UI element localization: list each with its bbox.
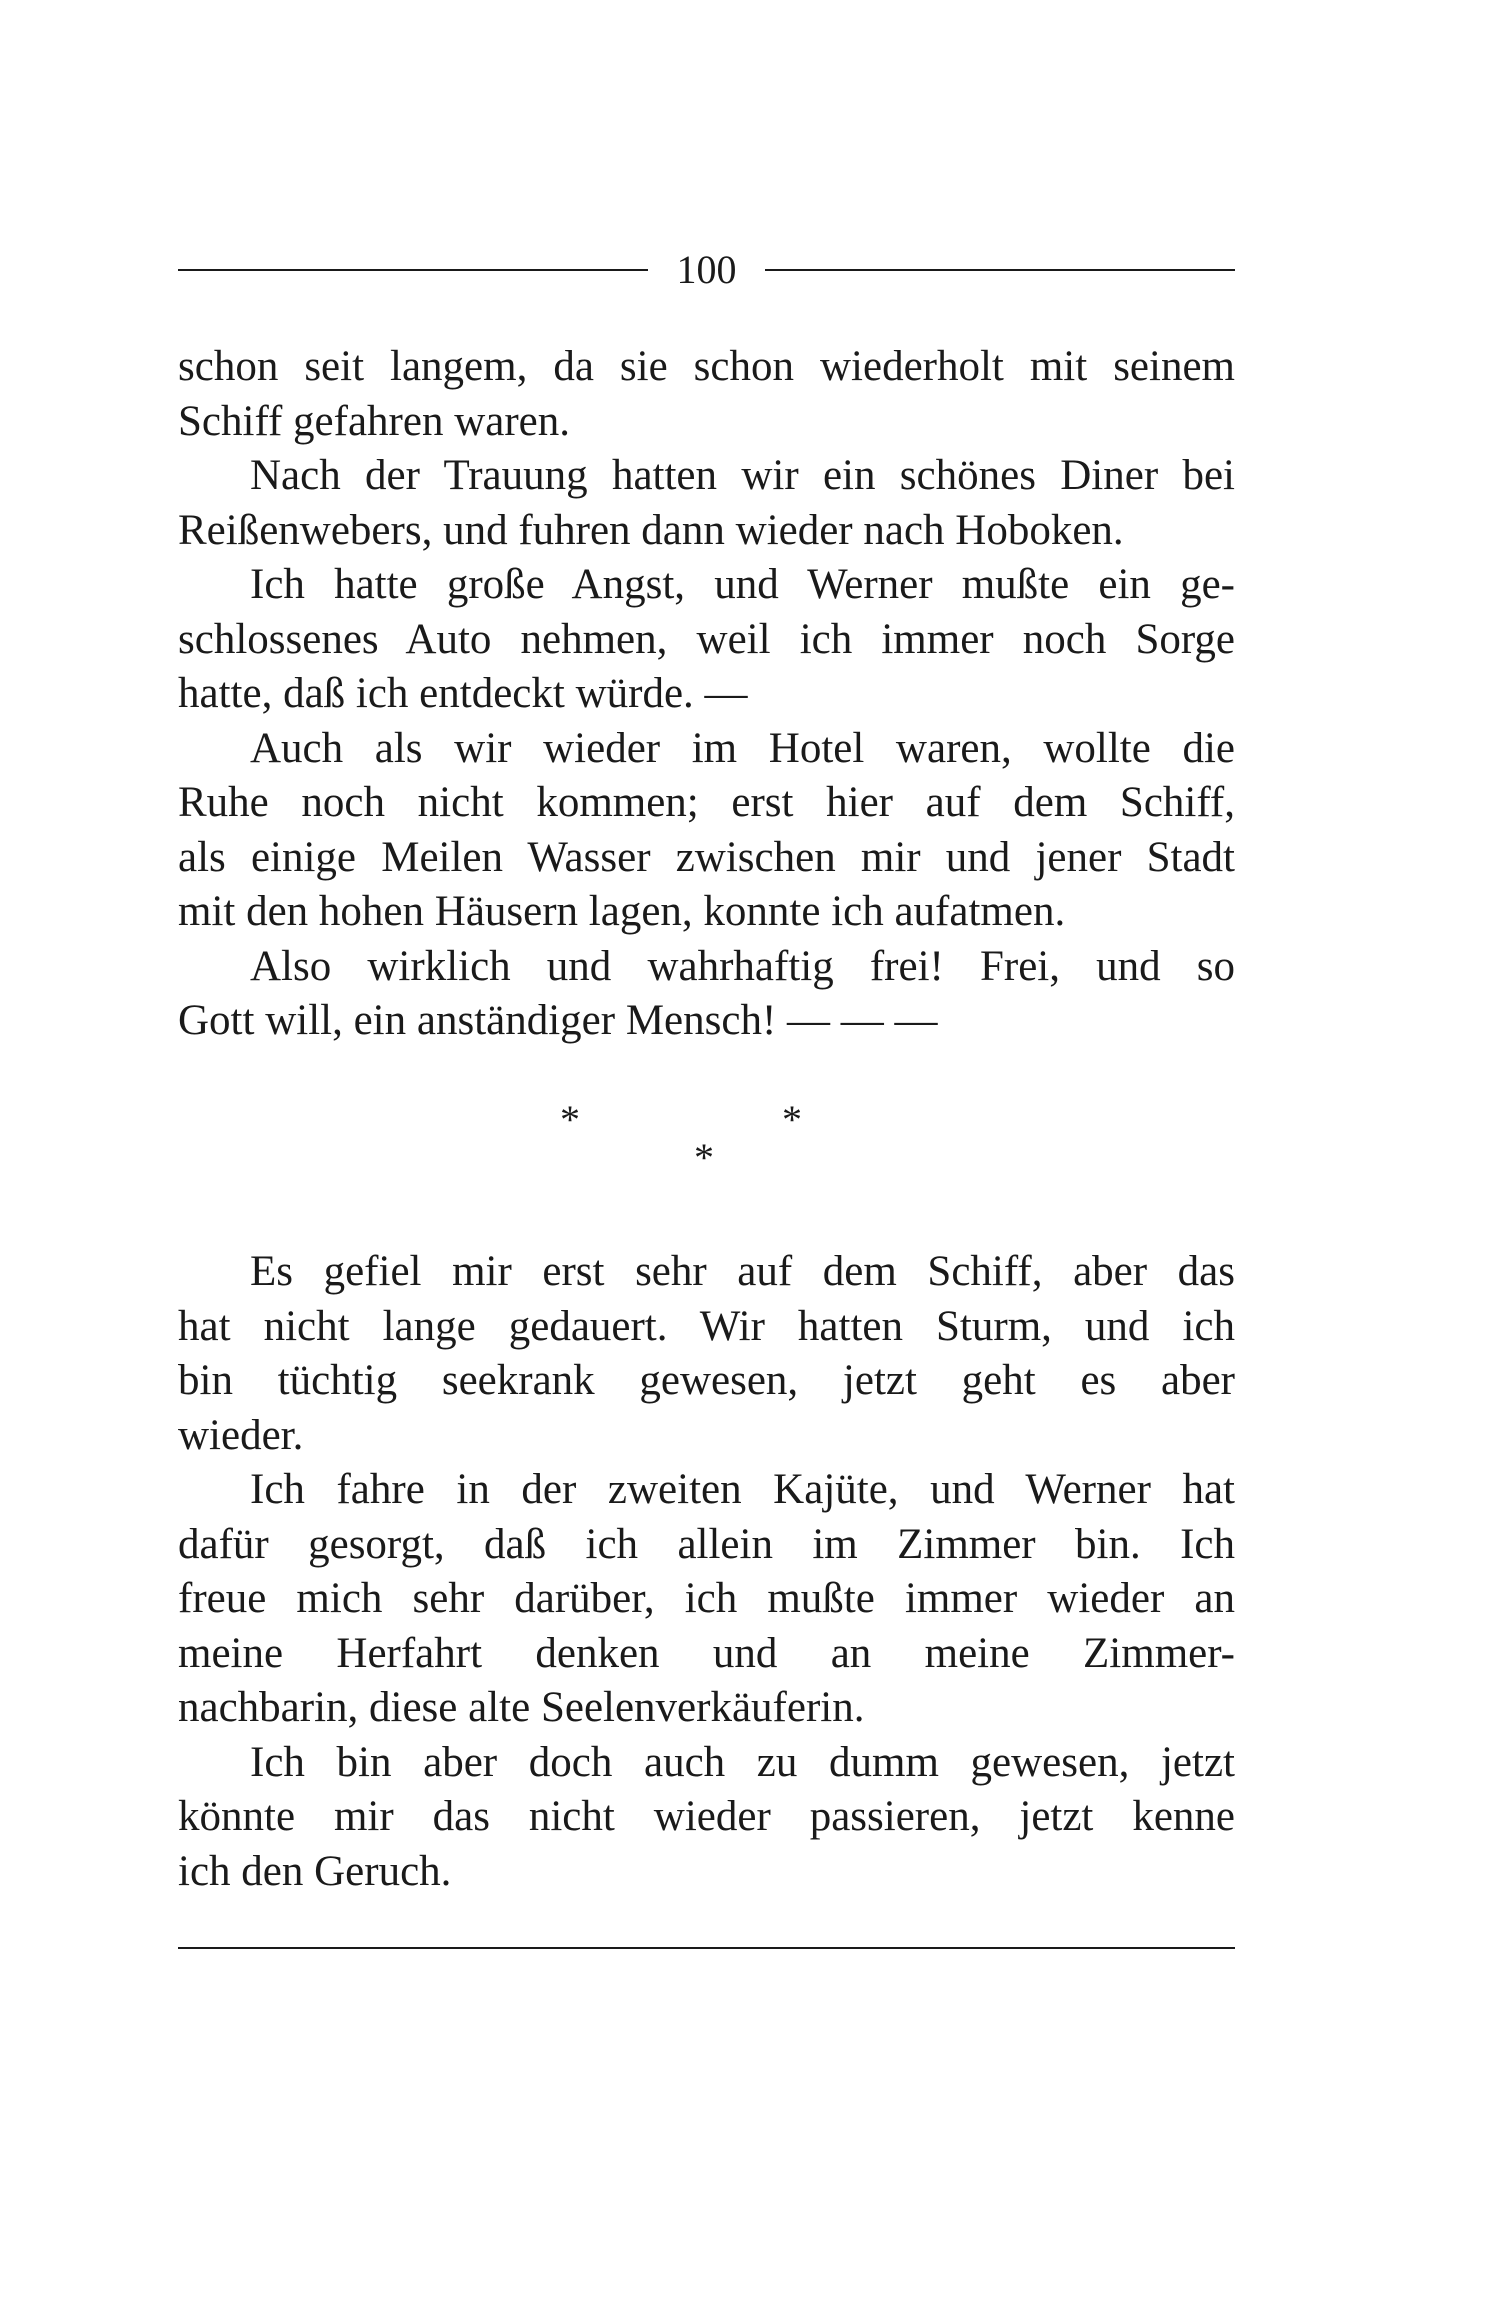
text-line: Ich hatte große Angst, und Werner mußte ein ge- xyxy=(250,561,1235,608)
asterisk: * xyxy=(694,1135,714,1180)
text-line: schon seit langem, da sie schon wiederholt mit seinem xyxy=(178,343,1235,390)
text-line: ich den Geruch. xyxy=(178,1847,452,1895)
header-rule-left xyxy=(178,269,648,271)
text-line: wieder. xyxy=(178,1411,304,1459)
text-line: Es gefiel mir erst sehr auf dem Schiff, aber das xyxy=(250,1248,1235,1295)
text-line: schlossenes Auto nehmen, weil ich immer noch Sorge xyxy=(178,615,1235,663)
text-line: Ich bin aber doch auch zu dumm gewesen, jetzt xyxy=(250,1738,1235,1786)
text-line: Nach der Trauung hatten wir ein schönes Diner bei xyxy=(250,452,1235,499)
section-break-asterism xyxy=(560,1097,820,1180)
text-line: freue mich sehr darüber, ich mußte immer wieder an xyxy=(178,1575,1235,1622)
asterisk: * xyxy=(782,1097,802,1142)
asterisk: * xyxy=(560,1097,580,1142)
text-line: Also wirklich und wahrhaftig frei! Frei, und so xyxy=(250,942,1235,990)
text-section-2 xyxy=(178,1245,1235,1899)
text-line: Ich fahre in der zweiten Kajüte, und Werner hat xyxy=(250,1466,1235,1513)
text-line: Gott will, ein anständiger Mensch! — — — xyxy=(178,997,938,1044)
text-line: Auch als wir wieder im Hotel waren, wollte die xyxy=(250,724,1235,772)
text-line: hatte, daß ich entdeckt würde. — xyxy=(178,670,748,717)
text-line: nachbarin, diese alte Seelenverkäuferin. xyxy=(178,1684,865,1731)
text-line: bin tüchtig seekrank gewesen, jetzt geht es aber xyxy=(178,1357,1235,1404)
text-line: könnte mir das nicht wieder passieren, jetzt kenne xyxy=(178,1793,1235,1840)
page-header xyxy=(178,240,1235,300)
text-line: Ruhe noch nicht kommen; erst hier auf dem Schiff, xyxy=(178,779,1235,826)
text-line: Schiff gefahren waren. xyxy=(178,397,570,445)
page-number: 100 xyxy=(676,247,737,292)
text-line: Reißenwebers, und fuhren dann wieder nach Hoboken. xyxy=(178,506,1124,554)
text-line: dafür gesorgt, daß ich allein im Zimmer bin. Ich xyxy=(178,1520,1235,1568)
text-section-1 xyxy=(178,340,1235,1049)
text-line: hat nicht lange gedauert. Wir hatten Sturm, und ich xyxy=(178,1302,1235,1350)
header-rule-right xyxy=(765,269,1235,271)
text-line: mit den hohen Häusern lagen, konnte ich aufatmen. xyxy=(178,888,1066,935)
text-line: meine Herfahrt denken und an meine Zimmer- xyxy=(178,1629,1235,1677)
text-line: als einige Meilen Wasser zwischen mir und jener Stadt xyxy=(178,833,1235,881)
footer-rule xyxy=(178,1947,1235,1949)
